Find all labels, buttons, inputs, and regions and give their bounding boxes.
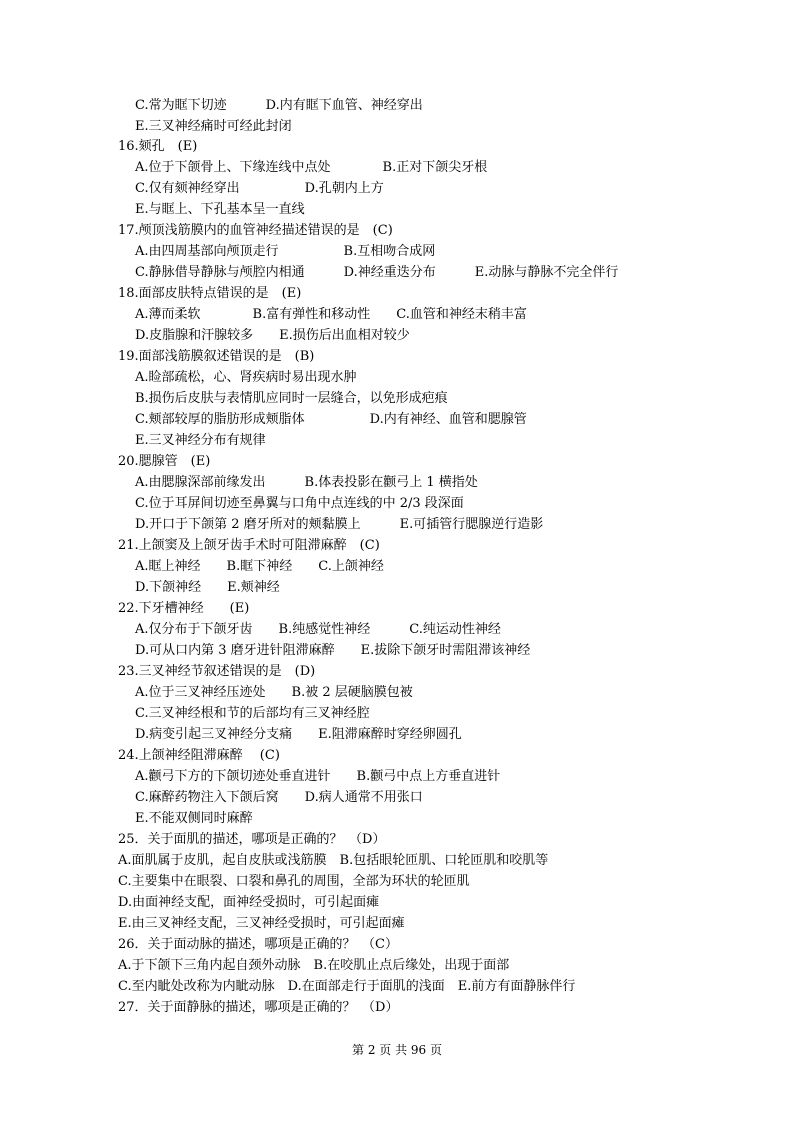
option-line: A.颧弓下方的下颌切迹处垂直进针 B.颧弓中点上方垂直进针: [135, 769, 501, 784]
option-line: C.三叉神经根和节的后部均有三叉神经腔: [135, 706, 370, 721]
option-line: D.可从口内第 3 磨牙进针阻滞麻醉 E.拔除下颌牙时需阻滞该神经: [135, 643, 531, 658]
question-heading: 18.面部皮肤特点错误的是 (E): [118, 286, 302, 301]
option-line: A.于下颌下三角内起自颈外动脉 B.在咬肌止点后缘处，出现于面部: [118, 958, 510, 973]
option-line: D.皮脂腺和汗腺较多 E.损伤后出血相对较少: [135, 328, 410, 343]
option-line: E.三叉神经分布有规律: [135, 433, 266, 448]
option-line: E.与眶上、下孔基本呈一直线: [135, 202, 305, 217]
option-line: A.睑部疏松，心、肾疾病时易出现水肿: [135, 370, 357, 385]
option-line: A.眶上神经 B.眶下神经 C.上颌神经: [135, 559, 384, 574]
option-line: A.仅分布于下颌牙齿 B.纯感觉性神经 C.纯运动性神经: [135, 622, 501, 637]
option-line: A.薄而柔软 B.富有弹性和移动性 C.血管和神经末稍丰富: [135, 307, 527, 322]
question-heading: 17.颅顶浅筋膜内的血管神经描述错误的是 (C): [118, 223, 393, 238]
option-line: A.由腮腺深部前缘发出 B.体表投影在颧弓上 1 横指处: [135, 475, 478, 490]
option-line: B.损伤后皮肤与表情肌应同时一层缝合，以免形成疤痕: [135, 391, 448, 406]
question-heading: 26．关于面动脉的描述，哪项是正确的？ （C）: [118, 937, 398, 952]
question-heading: 23.三叉神经节叙述错误的是 (D): [118, 664, 316, 679]
option-line: C.麻醉药物注入下颌后窝 D.病人通常不用张口: [135, 790, 423, 805]
text-line: C.常为眶下切迹 D.内有眶下血管、神经穿出: [135, 98, 423, 113]
option-line: E.不能双侧同时麻醉: [135, 811, 253, 826]
question-heading: 19.面部浅筋膜叙述错误的是 (B): [118, 349, 315, 364]
text-line: E.三叉神经痛时可经此封闭: [135, 119, 292, 134]
option-line: A.位于三叉神经压迹处 B.被 2 层硬脑膜包被: [135, 685, 413, 700]
question-heading: 22.下牙槽神经 (E): [118, 601, 250, 616]
option-line: D.开口于下颌第 2 磨牙所对的颊黏膜上 E.可插管行腮腺逆行造影: [135, 517, 544, 532]
question-heading: 27．关于面静脉的描述，哪项是正确的？ （D）: [118, 1000, 399, 1015]
option-line: A.位于下颌骨上、下缘连线中点处 B.正对下颌尖牙根: [135, 160, 488, 175]
option-line: E.由三叉神经支配，三叉神经受损时，可引起面瘫: [118, 916, 405, 931]
option-line: D.由面神经支配，面神经受损时，可引起面瘫: [118, 895, 380, 910]
question-heading: 16.颏孔 (E): [118, 139, 198, 154]
question-heading: 21.上颌窦及上颌牙齿手术时可阻滞麻醉 (C): [118, 538, 380, 553]
option-line: C.静脉借导静脉与颅腔内相通 D.神经重迭分布 E.动脉与静脉不完全伴行: [135, 265, 619, 280]
option-line: C.主要集中在眼裂、口裂和鼻孔的周围，全部为环状的轮匝肌: [118, 874, 470, 889]
option-line: C.仅有颏神经穿出 D.孔朝内上方: [135, 181, 384, 196]
question-heading: 25．关于面肌的描述，哪项是正确的？ （D）: [118, 832, 386, 847]
question-heading: 20.腮腺管 (E): [118, 454, 211, 469]
option-line: D.病变引起三叉神经分支痛 E.阻滞麻醉时穿经卵圆孔: [135, 727, 462, 742]
option-line: D.下颌神经 E.颊神经: [135, 580, 280, 595]
page-footer: 第 2 页 共 96 页: [352, 1043, 442, 1057]
question-heading: 24.上颌神经阻滞麻醉 (C): [118, 748, 280, 763]
option-line: C.位于耳屏间切迹至鼻翼与口角中点连线的中 2/3 段深面: [135, 496, 464, 511]
option-line: A.由四周基部向颅顶走行 B.互相吻合成网: [135, 244, 436, 259]
option-line: C.至内眦处改称为内眦动脉 D.在面部走行于面肌的浅面 E.前方有面静脉伴行: [118, 979, 576, 994]
option-line: C.颊部较厚的脂肪形成颊脂体 D.内有神经、血管和腮腺管: [135, 412, 527, 427]
option-line: A.面肌属于皮肌，起自皮肤或浅筋膜 B.包括眼轮匝肌、口轮匝肌和咬肌等: [118, 853, 549, 868]
